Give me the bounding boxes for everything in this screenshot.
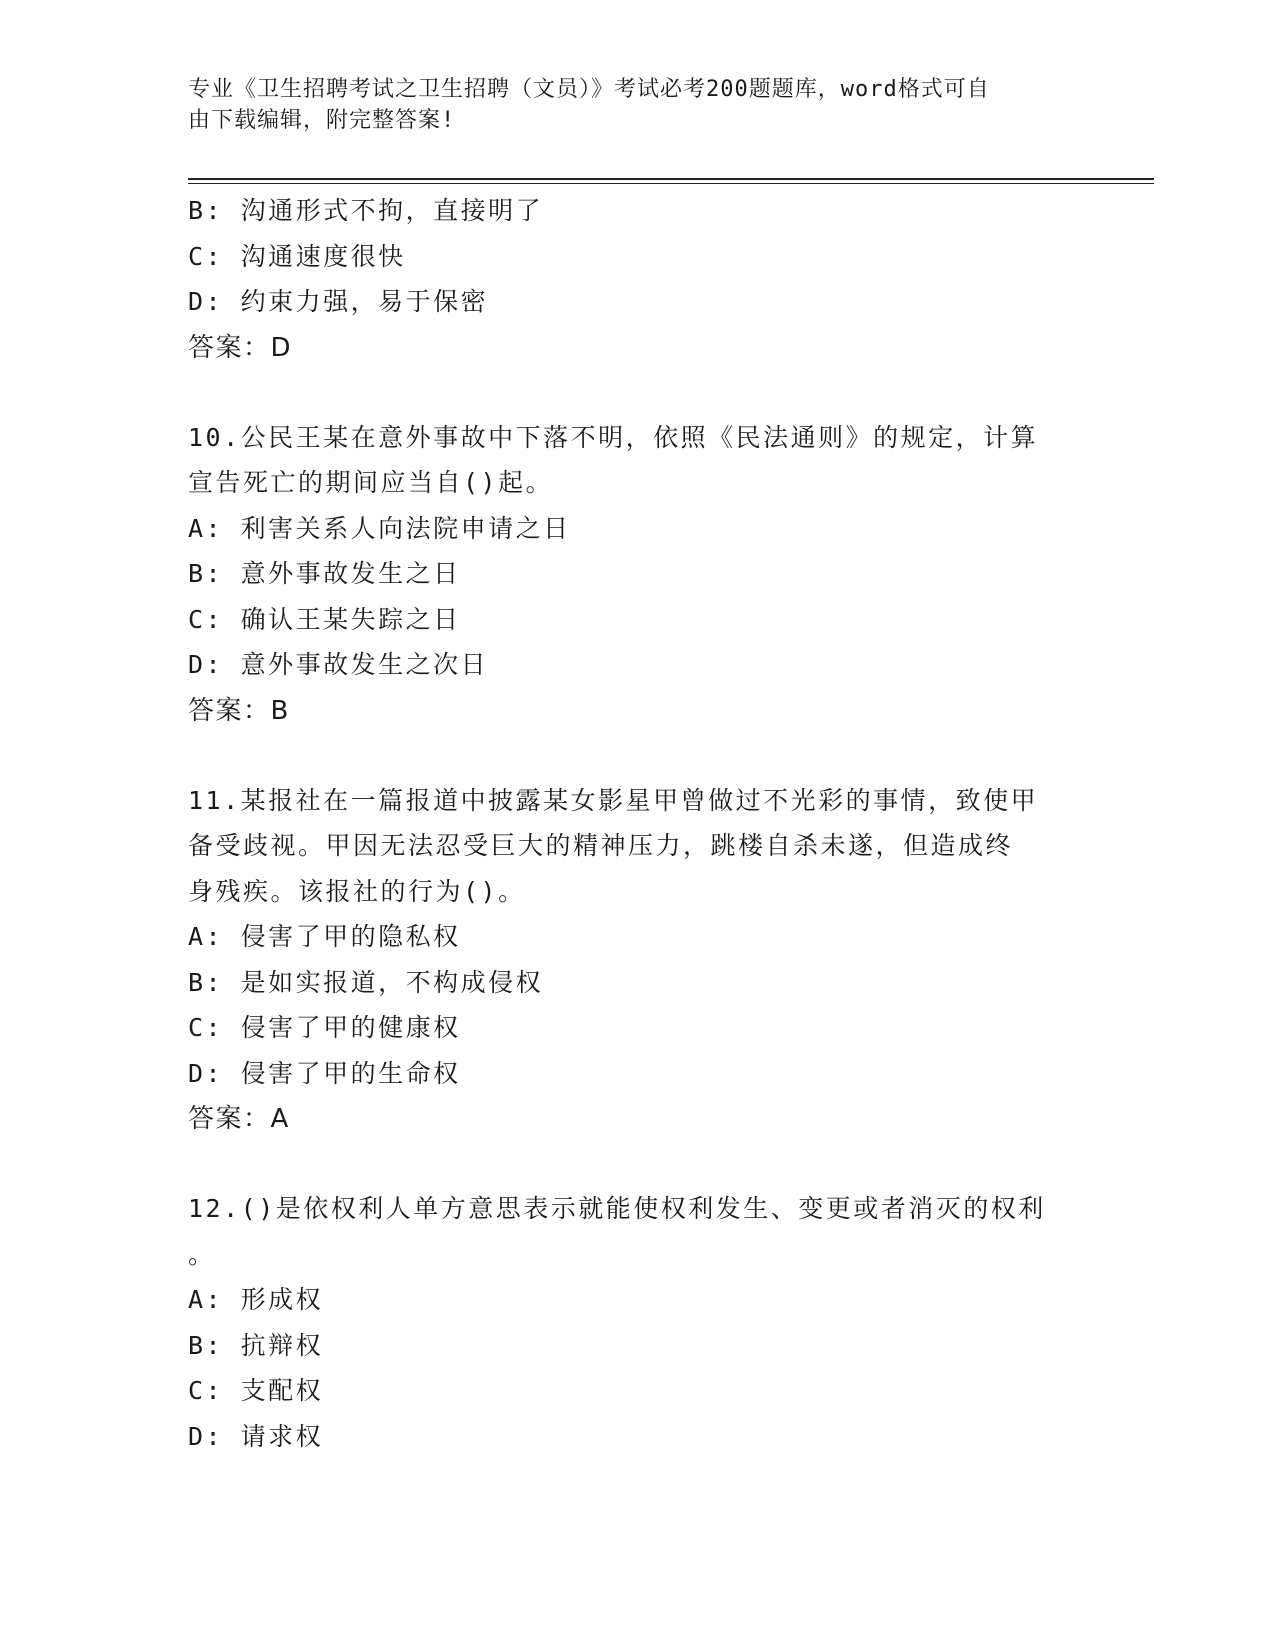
question-stem-line: 备受歧视。甲因无法忍受巨大的精神压力，跳楼自杀未遂，但造成终: [188, 831, 1014, 860]
spacer: [188, 371, 1088, 415]
option-d: D: 侵害了甲的生命权: [188, 1058, 461, 1088]
header-divider-thin: [188, 183, 1154, 184]
question-block-prev: [188, 188, 1088, 371]
option-d: D: 请求权: [188, 1421, 324, 1451]
spacer: [188, 1142, 1088, 1186]
question-stem-line: 身残疾。该报社的行为()。: [188, 876, 526, 906]
spacer: [188, 734, 1088, 778]
answer-line: 答案：D: [188, 332, 293, 363]
option-c: C: 侵害了甲的健康权: [188, 1013, 461, 1042]
option-a: A: 侵害了甲的隐私权: [188, 922, 461, 951]
question-block-10: [188, 415, 1088, 734]
option-c: C: 沟通速度很快: [188, 241, 406, 271]
option-b: B: 是如实报道，不构成侵权: [188, 967, 544, 997]
option-a: A: 利害关系人向法院申请之日: [188, 513, 571, 543]
question-block-11: [188, 778, 1088, 1143]
question-block-12: [188, 1186, 1088, 1459]
question-stem-line: 10.公民王某在意外事故中下落不明，依照《民法通则》的规定，计算: [188, 422, 1039, 452]
header-title-line-2: 由下载编辑，附完整答案!: [188, 108, 456, 133]
question-stem-line: 12.()是依权利人单方意思表示就能使权利发生、变更或者消灭的权利: [188, 1194, 1046, 1223]
option-b: B: 意外事故发生之日: [188, 559, 461, 588]
option-c: C: 支配权: [188, 1376, 324, 1405]
header-title-line-1: 专业《卫生招聘考试之卫生招聘（文员）》考试必考200题题库，word格式可自: [188, 77, 990, 102]
answer-line: 答案：B: [188, 695, 290, 726]
option-d: D: 约束力强，易于保密: [188, 287, 489, 316]
question-list: [188, 188, 1088, 1459]
answer-line: 答案：A: [188, 1104, 290, 1134]
document-header: [188, 74, 1068, 136]
option-c: C: 确认王某失踪之日: [188, 604, 461, 634]
header-divider: [188, 178, 1154, 180]
question-stem-line: 。: [188, 1239, 216, 1269]
question-stem-line: 宣告死亡的期间应当自()起。: [188, 468, 554, 497]
question-stem-line: 11.某报社在一篇报道中披露某女影星甲曾做过不光彩的事情，致使甲: [188, 785, 1039, 815]
option-b: B: 抗辩权: [188, 1330, 324, 1360]
option-a: A: 形成权: [188, 1285, 324, 1314]
option-d: D: 意外事故发生之次日: [188, 650, 489, 679]
option-b: B: 沟通形式不拘，直接明了: [188, 196, 544, 225]
